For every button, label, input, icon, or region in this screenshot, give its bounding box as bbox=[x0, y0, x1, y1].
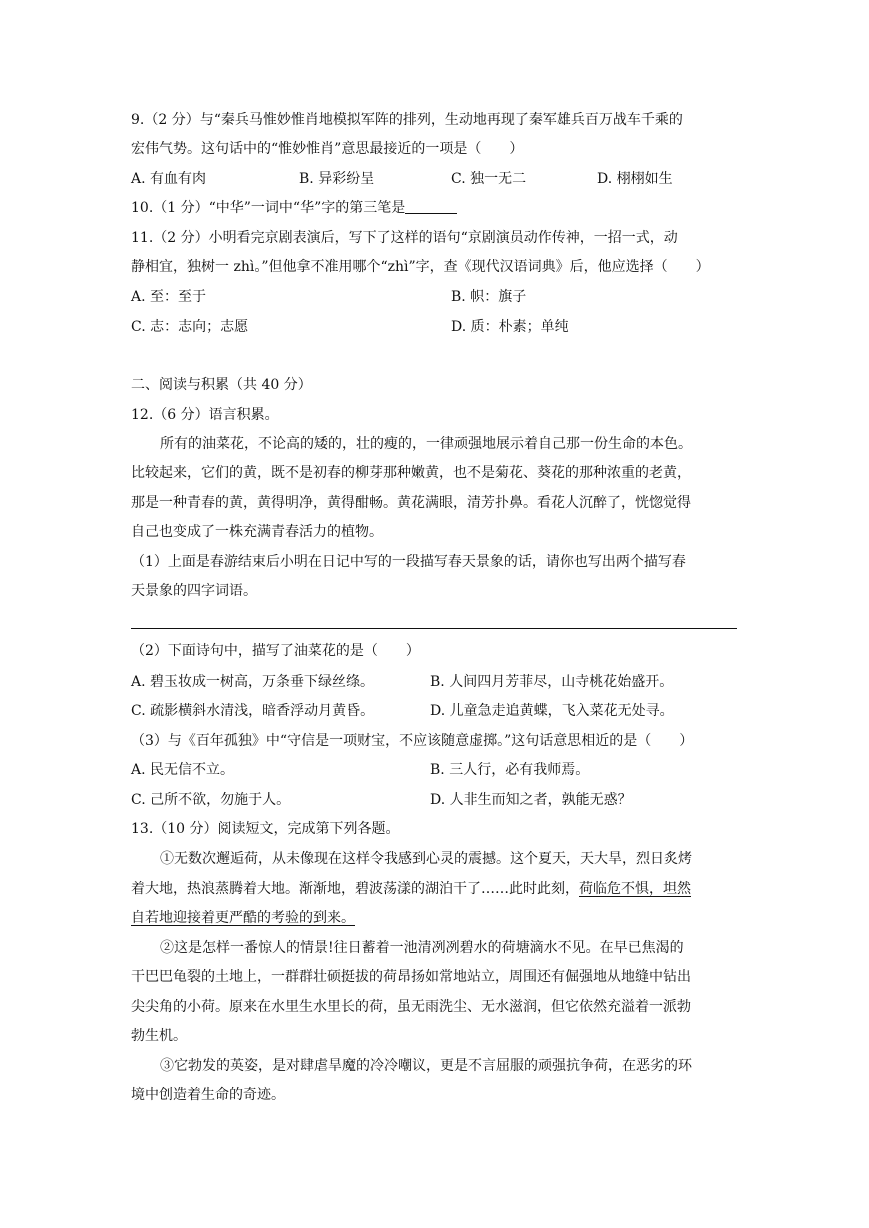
answer-line bbox=[131, 628, 737, 629]
q11-stem-line-1: 11.（2 分）小明看完京剧表演后，写下了这样的语句“京剧演员动作传神，一招一式，动 bbox=[131, 230, 678, 246]
q12-sub2-option-a: A. 碧玉妆成一树高，万条垂下绿丝绦。 bbox=[131, 674, 375, 690]
q13-p1-text: 着大地，热浪蒸腾着大地。渐渐地，碧波荡漾的湖泊干了……此时此刻， bbox=[131, 881, 579, 897]
q13-p2-line-3: 尖尖角的小荷。原来在水里生水里长的荷，虽无雨洗尘、无水滋润，但它依然充溢着一派勃 bbox=[131, 999, 691, 1015]
section-title: 二、阅读与积累（共 40 分） bbox=[131, 377, 312, 393]
q11-stem-line-2: 静相宜，独树一 zhì。”但他拿不准用哪个“zhì”字，查《现代汉语词典》后，他应选择（ ） bbox=[131, 259, 710, 275]
q12-passage-line-4: 自己也变成了一株充满青春活力的植物。 bbox=[131, 524, 383, 540]
q11-option-b: B. 帜：旗子 bbox=[451, 289, 527, 305]
q11-option-c: C. 志：志向；志愿 bbox=[131, 319, 249, 335]
q12-head: 12.（6 分）语言积累。 bbox=[131, 407, 279, 423]
q13-p2-line-4: 勃生机。 bbox=[131, 1028, 187, 1044]
q13-p2-line-1: ②这是怎样一番惊人的情景!往日蓄着一池清冽冽碧水的荷塘滴水不见。在早已焦渴的 bbox=[160, 940, 684, 956]
q9-option-b: B. 异彩纷呈 bbox=[299, 171, 375, 187]
q13-head: 13.（10 分）阅读短文，完成第下列各题。 bbox=[131, 821, 400, 837]
q12-passage-line-2: 比较起来，它们的黄，既不是初春的柳芽那种嫩黄，也不是菊花、葵花的那种浓重的老黄， bbox=[131, 465, 691, 481]
q9-stem-line-1: 9.（2 分）与“秦兵马惟妙惟肖地模拟军阵的排列，生动地再现了秦军雄兵百万战车千乘的 bbox=[131, 112, 683, 128]
answer-blank bbox=[405, 199, 457, 214]
q12-sub3-stem: （3）与《百年孤独》中“守信是一项财宝，不应该随意虚掷。”这句话意思相近的是（ ） bbox=[131, 733, 694, 749]
q12-sub2-option-c: C. 疏影横斜水清浅，暗香浮动月黄昏。 bbox=[131, 703, 375, 719]
q12-sub3-option-a: A. 民无信不立。 bbox=[131, 762, 235, 778]
q12-sub3-option-b: B. 三人行，必有我师焉。 bbox=[430, 762, 590, 778]
q13-p3-line-1: ③它勃发的英姿，是对肆虐旱魔的冷冷嘲议，更是不言屈服的顽强抗争荷，在恶劣的环 bbox=[160, 1058, 692, 1074]
q13-p1-line-1: ①无数次邂逅荷，从未像现在这样令我感到心灵的震撼。这个夏天，天大旱，烈日炙烤 bbox=[160, 851, 692, 867]
q12-passage-line-3: 那是一种青春的黄，黄得明净，黄得酣畅。黄花满眼，清芳扑鼻。看花人沉醉了，恍惚觉得 bbox=[131, 495, 691, 511]
q11-option-a: A. 至：至于 bbox=[131, 289, 207, 305]
underlined-sentence: 荷临危不惧，坦然 bbox=[579, 881, 691, 897]
q9-option-d: D. 栩栩如生 bbox=[597, 171, 673, 187]
q9-option-a: A. 有血有肉 bbox=[131, 171, 207, 187]
q13-p3-line-2: 境中创造着生命的奇迹。 bbox=[131, 1087, 285, 1103]
q9-stem-line-2: 宏伟气势。这句话中的“惟妙惟肖”意思最接近的一项是（ ） bbox=[131, 141, 524, 157]
q9-option-c: C. 独一无二 bbox=[451, 171, 527, 187]
q10-stem bbox=[131, 198, 457, 218]
underlined-sentence-cont: 自若地迎接着更严酷的考验的到来。 bbox=[131, 910, 355, 926]
q12-sub2-option-d: D. 儿童急走追黄蝶，飞入菜花无处寻。 bbox=[430, 703, 674, 719]
q12-sub1-line-2: 天景象的四字词语。 bbox=[131, 583, 257, 599]
q12-sub1-line-1: （1）上面是春游结束后小明在日记中写的一段描写春天景象的话，请你也写出两个描写春 bbox=[131, 554, 686, 570]
q13-p2-line-2: 干巴巴龟裂的土地上，一群群壮硕挺拔的荷昂扬如常地站立，周围还有倔强地从地缝中钻出 bbox=[131, 969, 691, 985]
q12-sub3-option-c: C. 己所不欲，勿施于人。 bbox=[131, 792, 291, 808]
q10-text: 10.（1 分）“中华”一词中“华”字的第三笔是 bbox=[131, 200, 406, 216]
q12-sub3-option-d: D. 人非生而知之者，孰能无惑？ bbox=[430, 792, 632, 808]
q13-p1-line-2 bbox=[131, 879, 691, 899]
q12-passage-line-1: 所有的油菜花，不论高的矮的，壮的瘦的，一律顽强地展示着自己那一份生命的本色。 bbox=[160, 436, 692, 452]
q12-sub2-option-b: B. 人间四月芳菲尽，山寺桃花始盛开。 bbox=[430, 674, 674, 690]
q11-option-d: D. 质：朴素；单纯 bbox=[451, 319, 569, 335]
q12-sub2-stem: （2）下面诗句中，描写了油菜花的是（ ） bbox=[131, 643, 420, 659]
